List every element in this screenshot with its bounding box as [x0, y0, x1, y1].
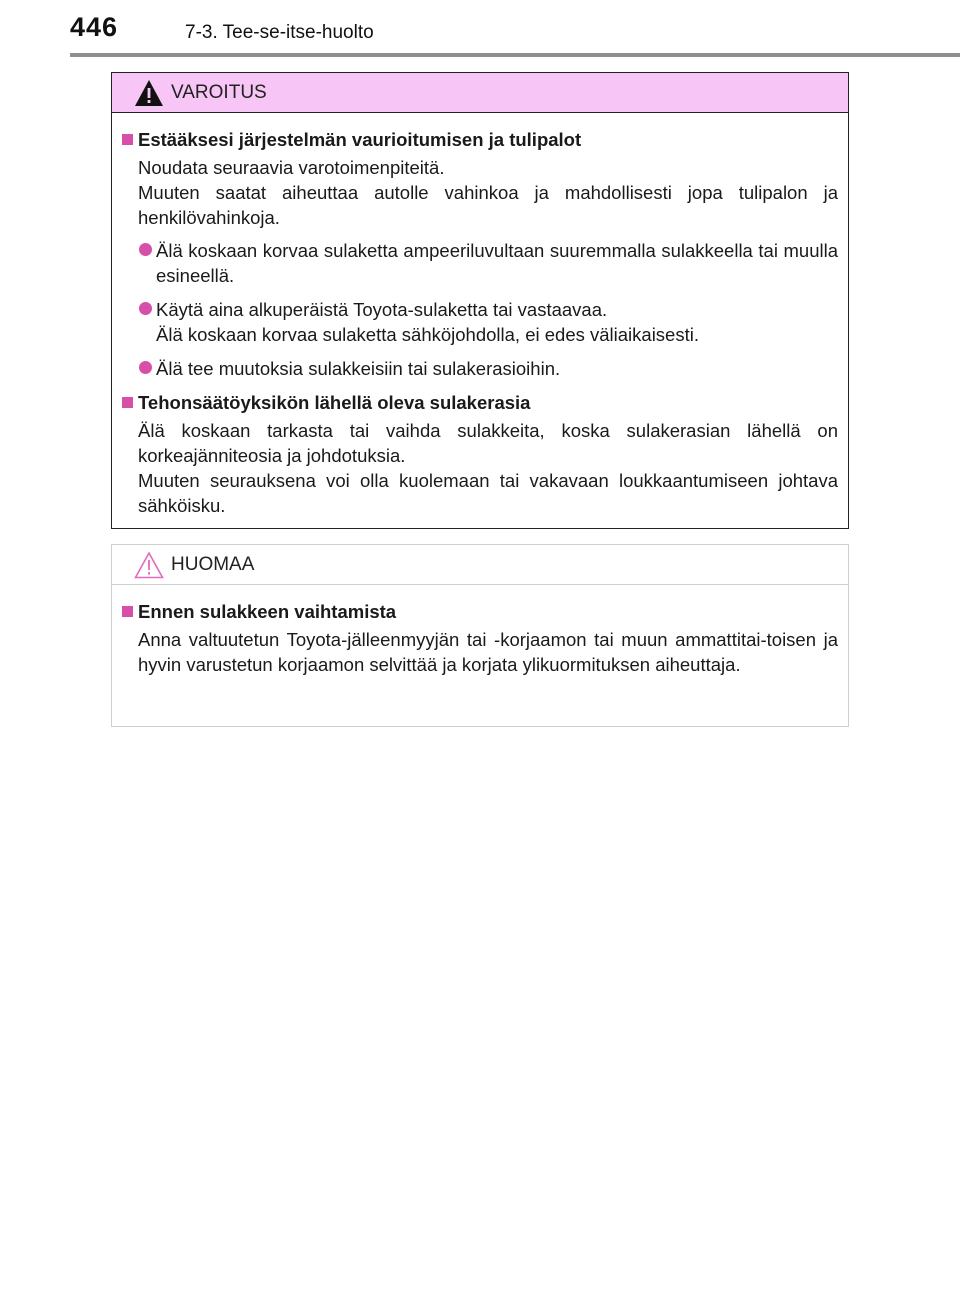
warning-box-header — [112, 73, 848, 113]
notice-label: HUOMAA — [171, 554, 255, 575]
square-bullet-icon — [122, 397, 133, 408]
square-bullet-icon — [122, 134, 133, 145]
notice-subheading: Ennen sulakkeen vaihtamista — [122, 599, 838, 625]
warning-paragraph: Älä koskaan tarkasta tai vaihda sulakkeita, koska sulakerasian lähellä on korkeajänniteosia ja johdotuksia. Muuten seurauksena voi olla kuolemaan tai vakavaan loukkaantumiseen johtava sähköisku. — [138, 420, 838, 516]
warning-paragraph: Noudata seuraavia varotoimenpiteitä. Muuten saatat aiheuttaa autolle vahinkoa ja mahdollisesti jopa tulipalon ja henkilövahinkoja. — [138, 157, 838, 228]
warning-box-body — [112, 113, 848, 518]
square-bullet-icon — [122, 606, 133, 617]
round-bullet-icon — [139, 302, 152, 315]
warning-bullet-2: Käytä aina alkuperäistä Toyota-sulaketta tai vastaavaa. Älä koskaan korvaa sulaketta sähköjohdolla, ei edes väliaikaisesti. — [122, 297, 838, 347]
round-bullet-icon — [139, 243, 152, 256]
warning-bullet-1: Älä koskaan korvaa sulaketta ampeeriluvultaan suuremmalla sulakkeella tai muulla esineellä. — [122, 238, 838, 288]
caution-triangle-icon — [134, 551, 164, 579]
warning-triangle-icon — [134, 79, 164, 107]
warning-subheading-1: Estääksesi järjestelmän vaurioitumisen ja tulipalot — [122, 127, 838, 153]
warning-label: VAROITUS — [171, 82, 267, 103]
section-title: 7-3. Tee-se-itse-huolto — [185, 22, 374, 43]
warning-subheading-2: Tehonsäätöyksikön lähellä oleva sulakerasia — [122, 390, 838, 416]
round-bullet-icon — [139, 361, 152, 374]
page-number: 446 — [70, 12, 119, 42]
warning-bullet-3: Älä tee muutoksia sulakkeisiin tai sulakerasioihin. — [122, 356, 838, 381]
header-rule — [70, 53, 960, 57]
notice-paragraph: Anna valtuutetun Toyota-jälleenmyyjän tai -korjaamon tai muun ammattitai-toisen ja hyvin varustetun korjaamon selvittää ja korjata ylikuormituksen aiheuttaja. — [138, 629, 838, 675]
warning-box — [111, 72, 849, 529]
page-header — [0, 0, 960, 60]
notice-box — [111, 544, 849, 727]
notice-box-header — [112, 545, 848, 585]
notice-box-body — [112, 585, 848, 677]
